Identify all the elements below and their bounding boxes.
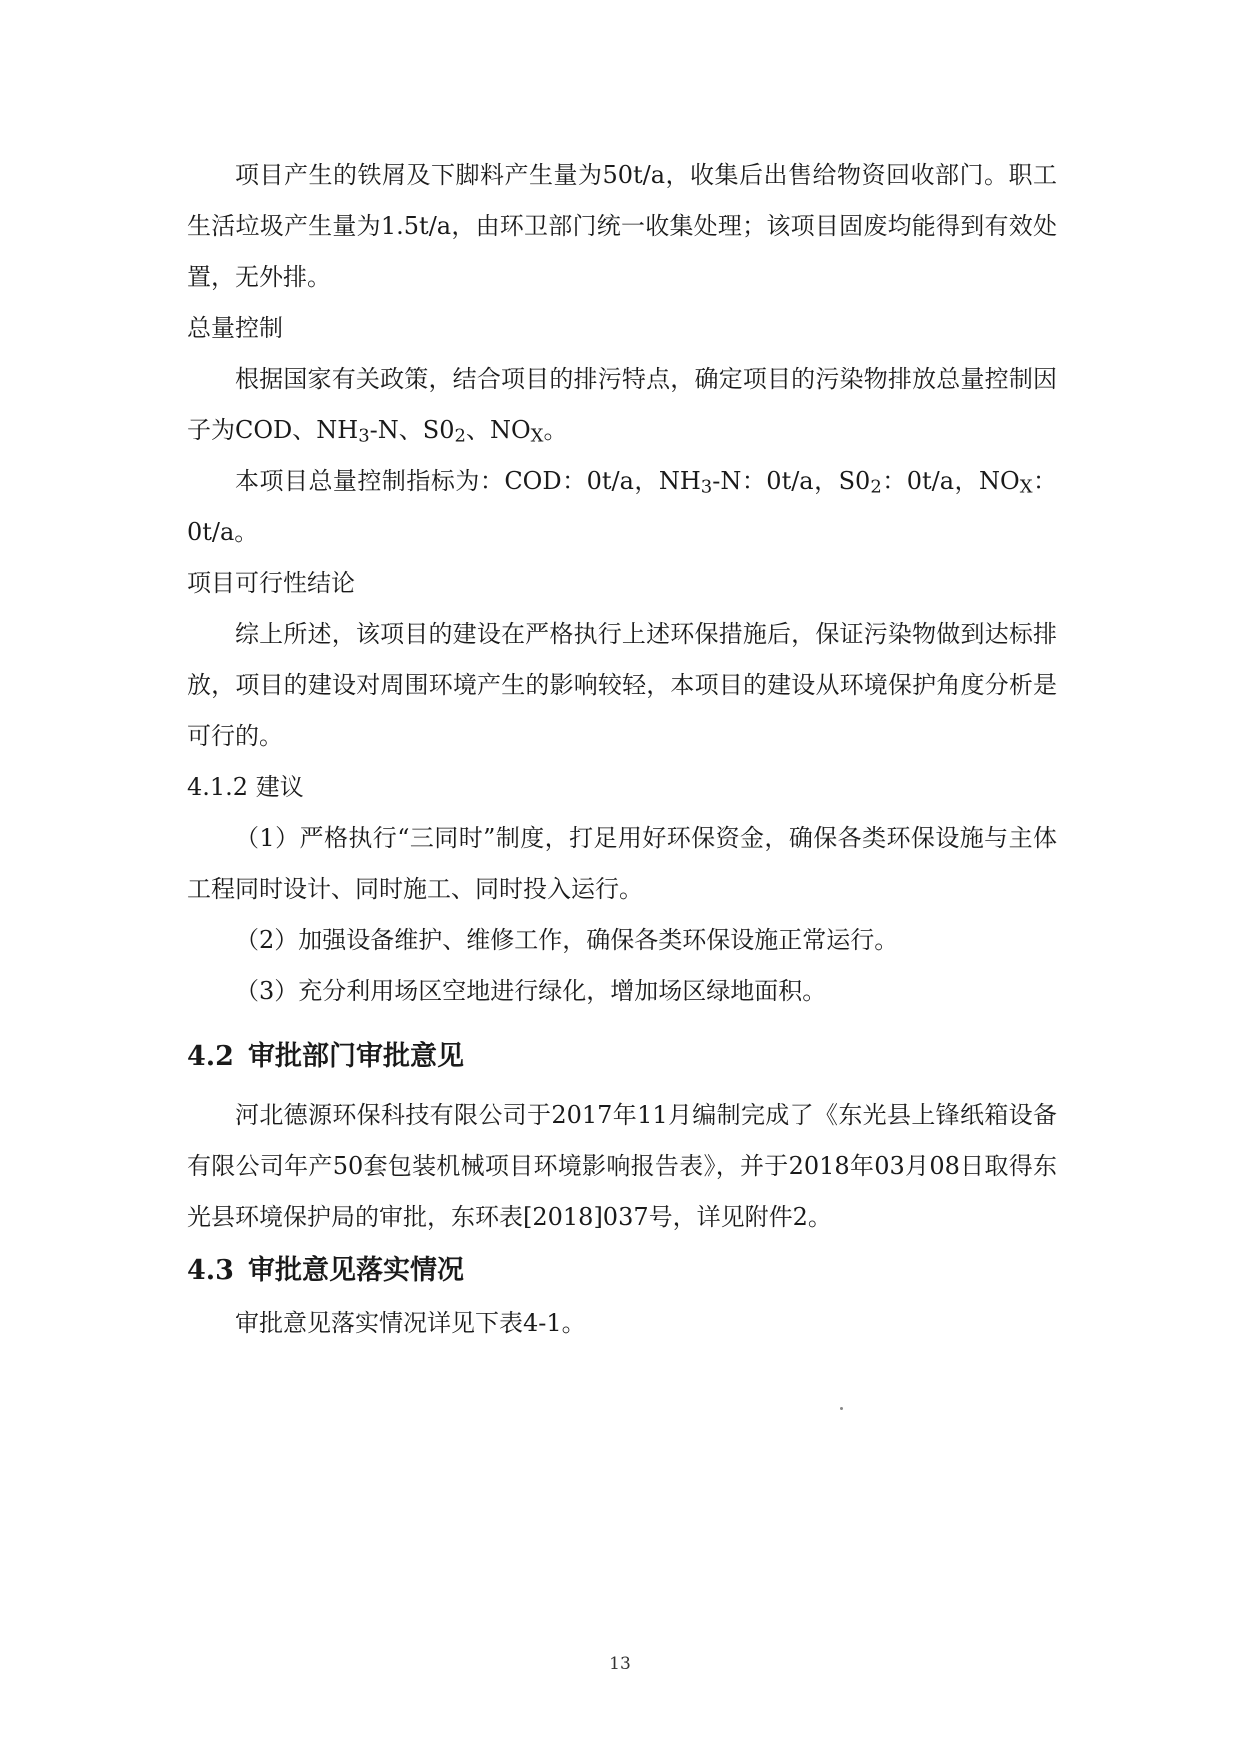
section-4-3-heading: 4.3 审批意见落实情况 [187, 1255, 464, 1286]
section-4-2-heading: 4.2 审批部门审批意见 [187, 1041, 464, 1072]
section-4-2-paragraph: 河北德源环保科技有限公司于2017年11月编制完成了《东光县上锋纸箱设备有限公司年产50套包装机械项目环境影响报告表》，并于2018年03月08日取得东光县环境保护局的审批，东环表[2018]037号，详见附件2。 [187, 1101, 1057, 1231]
suggestion-item-1: （1）严格执行“三同时”制度，打足用好环保资金，确保各类环保设施与主体工程同时设计、同时施工、同时投入运行。 [187, 824, 1057, 903]
suggestion-item-3: （3）充分利用场区空地进行绿化，增加场区绿地面积。 [235, 977, 827, 1005]
total-control-paragraph: 根据国家有关政策，结合项目的排污特点，确定项目的污染物排放总量控制因子为COD、$NH_3-N$、$S0_2$、$NO_X$。 [187, 365, 1057, 447]
total-control-heading: 总量控制 [187, 314, 283, 342]
feasibility-heading: 项目可行性结论 [187, 569, 355, 597]
page-content [187, 150, 1057, 1349]
suggestion-heading: 4.1.2 建议 [187, 773, 304, 801]
section-4-3-paragraph: 审批意见落实情况详见下表4-1。 [235, 1309, 586, 1337]
page-number: 13 [609, 1654, 631, 1674]
total-control-index-paragraph: 本项目总量控制指标为：COD：0t/a，$NH_3-N$：0t/a，$S0_2$：0t/a，$NO_X$：0t/a。 [187, 467, 1057, 546]
solid-waste-paragraph: 项目产生的铁屑及下脚料产生量为50t/a，收集后出售给物资回收部门。职工生活垃圾产生量为1.5t/a，由环卫部门统一收集处理；该项目固废均能得到有效处置，无外排。 [187, 161, 1057, 291]
feasibility-paragraph: 综上所述，该项目的建设在严格执行上述环保措施后，保证污染物做到达标排放，项目的建设对周围环境产生的影响较轻，本项目的建设从环境保护角度分析是可行的。 [187, 620, 1057, 750]
scan-speck [840, 1407, 843, 1410]
suggestion-item-2: （2）加强设备维护、维修工作，确保各类环保设施正常运行。 [235, 926, 899, 954]
